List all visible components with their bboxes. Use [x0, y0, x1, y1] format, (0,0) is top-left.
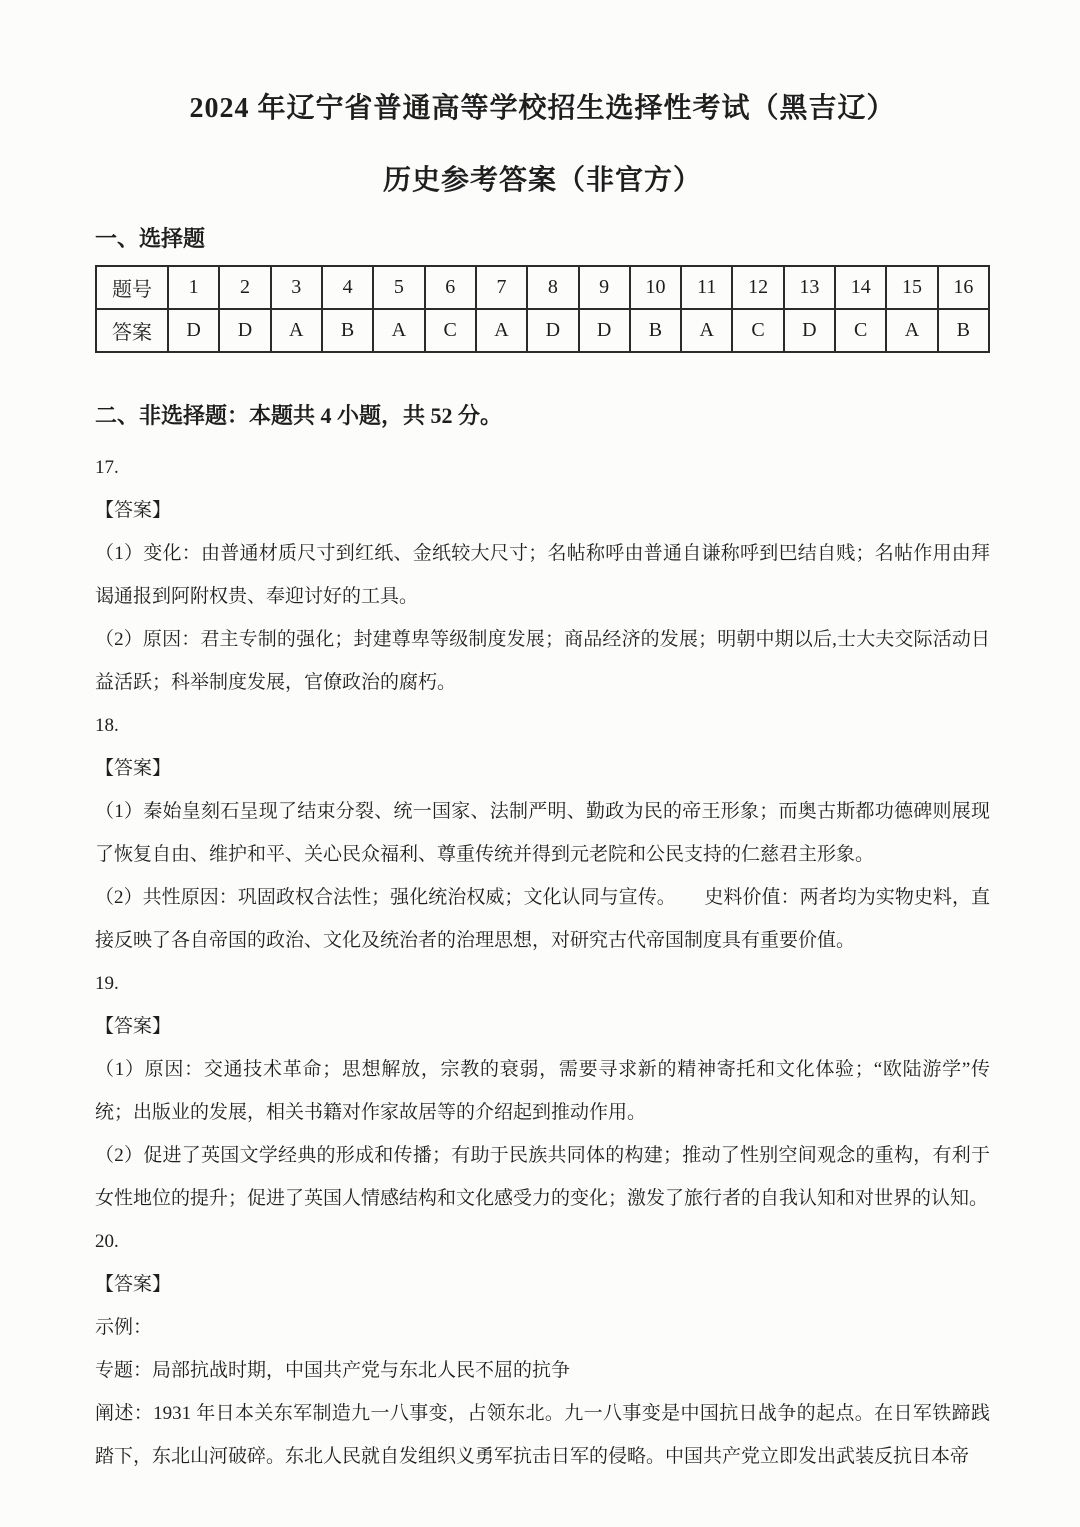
answer-cell: C	[425, 309, 476, 352]
question-17-number: 17.	[95, 457, 119, 478]
answer-row-header: 答案	[96, 309, 168, 352]
question-19-paragraph-1: （1）原因：交通技术革命；思想解放，宗教的衰弱，需要寻求新的精神寄托和文化体验；“欧陆游学”传统；出版业的发展，相关书籍对作家故居等的介绍起到推动作用。	[95, 1059, 990, 1123]
question-17-paragraph-1: （1）变化：由普通材质尺寸到红纸、金纸较大尺寸；名帖称呼由普通自谦称呼到巴结自贱；名帖作用由拜谒通报到阿附权贵、奉迎讨好的工具。	[95, 543, 990, 607]
question-number-cell: 4	[322, 266, 373, 309]
question-number-cell: 1	[168, 266, 219, 309]
question-18-number: 18.	[95, 715, 119, 736]
question-number-row	[96, 266, 989, 309]
question-19-answer-label: 【答案】	[95, 1016, 172, 1037]
question-17-answer-label: 【答案】	[95, 500, 172, 521]
question-20-paragraph-2: 专题：局部抗战时期，中国共产党与东北人民不屈的抗争	[95, 1360, 571, 1381]
question-number-cell: 7	[476, 266, 527, 309]
question-18-paragraph-2: （2）共性原因：巩固政权合法性；强化统治权威；文化认同与宣传。 史料价值：两者均为实物史料，直接反映了各自帝国的政治、文化及统治者的治理思想，对研究古代帝国制度具有重要价值。	[95, 887, 990, 951]
answer-cell: A	[681, 309, 732, 352]
document-title-line2: 历史参考答案（非官方）	[382, 165, 702, 196]
question-number-cell: 15	[886, 266, 937, 309]
answer-cell: A	[271, 309, 322, 352]
section-heading-subjective: 二、非选择题：本题共 4 小题，共 52 分。	[95, 403, 503, 428]
question-number-cell: 12	[732, 266, 783, 309]
answer-cell: B	[630, 309, 681, 352]
question-number-cell: 3	[271, 266, 322, 309]
question-19-number: 19.	[95, 973, 119, 994]
answer-cell: A	[886, 309, 937, 352]
answer-cell: D	[784, 309, 835, 352]
question-number-cell: 6	[425, 266, 476, 309]
question-19	[95, 962, 990, 1220]
question-18-answer-label: 【答案】	[95, 758, 172, 779]
answer-cell: C	[732, 309, 783, 352]
answer-cell: B	[322, 309, 373, 352]
question-number-cell: 10	[630, 266, 681, 309]
answer-cell: B	[938, 309, 989, 352]
question-17-paragraph-2: （2）原因：君主专制的强化；封建尊卑等级制度发展；商品经济的发展；明朝中期以后,士大夫交际活动日益活跃；科举制度发展，官僚政治的腐朽。	[95, 629, 990, 693]
question-17	[95, 446, 990, 704]
question-20-number: 20.	[95, 1231, 119, 1252]
question-18-paragraph-1: （1）秦始皇刻石呈现了结束分裂、统一国家、法制严明、勤政为民的帝王形象；而奥古斯都功德碑则展现了恢复自由、维护和平、关心民众福利、尊重传统并得到元老院和公民支持的仁慈君主形象。	[95, 801, 990, 865]
section-heading-choice: 一、选择题	[95, 226, 206, 251]
question-number-cell: 5	[373, 266, 424, 309]
document-title-line1: 2024 年辽宁省普通高等学校招生选择性考试（黑吉辽）	[189, 93, 896, 124]
answer-cell: A	[476, 309, 527, 352]
answer-row	[96, 309, 989, 352]
answer-table	[95, 265, 990, 353]
question-20-paragraph-1: 示例：	[95, 1317, 153, 1338]
question-number-cell: 14	[835, 266, 886, 309]
question-19-paragraph-2: （2）促进了英国文学经典的形成和传播；有助于民族共同体的构建；推动了性别空间观念的重构，有利于女性地位的提升；促进了英国人情感结构和文化感受力的变化；激发了旅行者的自我认知和对世界的认知。	[95, 1145, 990, 1209]
answer-cell: A	[373, 309, 424, 352]
question-number-cell: 9	[579, 266, 630, 309]
question-20-paragraph-3: 阐述：1931 年日本关东军制造九一八事变，占领东北。九一八事变是中国抗日战争的起点。在日军铁蹄践踏下，东北山河破碎。东北人民就自发组织义勇军抗击日军的侵略。中国共产党立即发出武装反抗日本帝	[95, 1403, 990, 1467]
answer-cell: D	[168, 309, 219, 352]
answer-cell: D	[527, 309, 578, 352]
question-20-answer-label: 【答案】	[95, 1274, 172, 1295]
question-number-cell: 11	[681, 266, 732, 309]
question-number-cell: 8	[527, 266, 578, 309]
question-number-cell: 16	[938, 266, 989, 309]
question-row-header: 题号	[96, 266, 168, 309]
answer-cell: D	[579, 309, 630, 352]
question-number-cell: 2	[219, 266, 270, 309]
question-18	[95, 704, 990, 962]
question-20	[95, 1220, 990, 1478]
answer-cell: C	[835, 309, 886, 352]
question-number-cell: 13	[784, 266, 835, 309]
answer-cell: D	[219, 309, 270, 352]
